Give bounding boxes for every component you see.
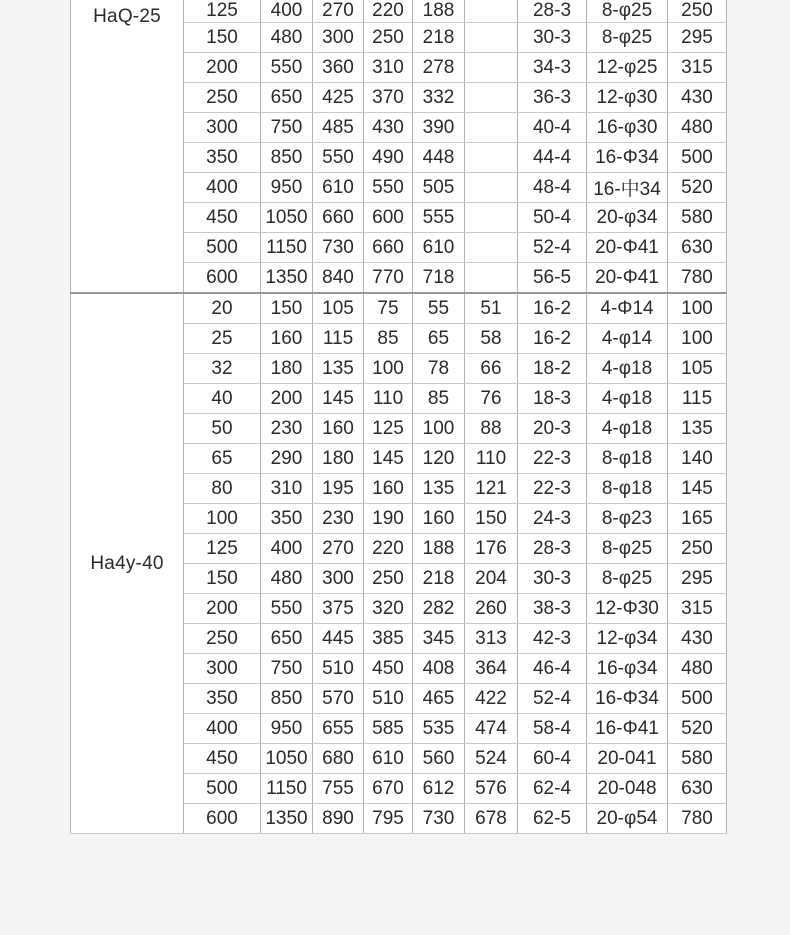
- table-cell: 510: [313, 654, 364, 684]
- table-cell: 375: [313, 594, 364, 624]
- table-cell: 332: [413, 83, 465, 113]
- table-cell: 36-3: [518, 83, 587, 113]
- table-cell: 755: [313, 774, 364, 804]
- table-cell: 38-3: [518, 594, 587, 624]
- table-cell: 30-3: [518, 564, 587, 594]
- table-cell: 730: [313, 233, 364, 263]
- table-cell: 25: [184, 324, 261, 354]
- table-cell: 8-φ25: [587, 564, 668, 594]
- table-cell: 218: [413, 564, 465, 594]
- table-cell: 42-3: [518, 624, 587, 654]
- table-cell: 44-4: [518, 143, 587, 173]
- table-cell: 450: [364, 654, 413, 684]
- table-row: [71, 0, 727, 23]
- table-cell: 570: [313, 684, 364, 714]
- table-cell: 105: [313, 293, 364, 324]
- table-cell: 200: [184, 594, 261, 624]
- table-cell: 58: [465, 324, 518, 354]
- table-cell: 16-中34: [587, 173, 668, 203]
- table-cell: 165: [668, 504, 727, 534]
- table-cell: 313: [465, 624, 518, 654]
- table-cell: 315: [668, 594, 727, 624]
- table-cell: 250: [364, 23, 413, 53]
- table-cell: 8-φ18: [587, 444, 668, 474]
- table-cell: 520: [668, 714, 727, 744]
- table-cell: 176: [465, 534, 518, 564]
- table-cell: 145: [313, 384, 364, 414]
- table-cell: 1050: [261, 744, 313, 774]
- table-cell: 22-3: [518, 444, 587, 474]
- table-cell: 360: [313, 53, 364, 83]
- table-cell: 22-3: [518, 474, 587, 504]
- table-cell: 56-5: [518, 263, 587, 294]
- table-cell: 145: [668, 474, 727, 504]
- table-cell: 670: [364, 774, 413, 804]
- table-cell: 300: [313, 23, 364, 53]
- table-cell: [465, 203, 518, 233]
- table-cell: 8-φ25: [587, 23, 668, 53]
- table-cell: 550: [261, 53, 313, 83]
- table-cell: 474: [465, 714, 518, 744]
- table-cell: 300: [184, 113, 261, 143]
- table-cell: 160: [261, 324, 313, 354]
- table-cell: 55: [413, 293, 465, 324]
- table-cell: 310: [364, 53, 413, 83]
- table-cell: 16-Φ34: [587, 143, 668, 173]
- table-cell: 50: [184, 414, 261, 444]
- table-cell: 400: [184, 173, 261, 203]
- table-cell: 160: [413, 504, 465, 534]
- table-cell: 310: [261, 474, 313, 504]
- table-cell: 576: [465, 774, 518, 804]
- table-cell: 345: [413, 624, 465, 654]
- table-cell: 16-φ34: [587, 654, 668, 684]
- table-cell: 485: [313, 113, 364, 143]
- table-cell: 250: [668, 0, 727, 23]
- table-cell: 188: [413, 534, 465, 564]
- table-cell: 50-4: [518, 203, 587, 233]
- table-cell: 62-5: [518, 804, 587, 834]
- table-cell: 250: [184, 83, 261, 113]
- table-cell: 195: [313, 474, 364, 504]
- table-cell: 445: [313, 624, 364, 654]
- table-cell: 125: [184, 534, 261, 564]
- table-cell: 400: [261, 534, 313, 564]
- table-cell: [465, 83, 518, 113]
- table-cell: 75: [364, 293, 413, 324]
- table-cell: 480: [261, 23, 313, 53]
- table-cell: 20-Φ41: [587, 233, 668, 263]
- table-cell: 950: [261, 714, 313, 744]
- table-cell: 16-φ30: [587, 113, 668, 143]
- table-cell: 1150: [261, 233, 313, 263]
- table-cell: 12-φ30: [587, 83, 668, 113]
- table-cell: 780: [668, 804, 727, 834]
- table-cell: 300: [313, 564, 364, 594]
- table-cell: 278: [413, 53, 465, 83]
- table-cell: 105: [668, 354, 727, 384]
- table-cell: 660: [364, 233, 413, 263]
- table-cell: 121: [465, 474, 518, 504]
- table-cell: 1350: [261, 263, 313, 294]
- table-cell: 750: [261, 654, 313, 684]
- table-cell: 270: [313, 534, 364, 564]
- table-cell: 580: [668, 744, 727, 774]
- table-cell: 680: [313, 744, 364, 774]
- table-cell: 160: [364, 474, 413, 504]
- table-cell: 4-Φ14: [587, 293, 668, 324]
- table-cell: 550: [313, 143, 364, 173]
- table-cell: 125: [184, 0, 261, 23]
- table-cell: 62-4: [518, 774, 587, 804]
- table-cell: 282: [413, 594, 465, 624]
- table-cell: 12-φ25: [587, 53, 668, 83]
- table-cell: 20-3: [518, 414, 587, 444]
- table-cell: 66: [465, 354, 518, 384]
- table-cell: 180: [313, 444, 364, 474]
- table-cell: 135: [313, 354, 364, 384]
- table-cell: [465, 113, 518, 143]
- table-cell: 20-041: [587, 744, 668, 774]
- table-cell: 135: [413, 474, 465, 504]
- table-cell: 1050: [261, 203, 313, 233]
- table-cell: 840: [313, 263, 364, 294]
- table-cell: 218: [413, 23, 465, 53]
- table-cell: 430: [364, 113, 413, 143]
- table-cell: 220: [364, 534, 413, 564]
- table-cell: 140: [668, 444, 727, 474]
- table-cell: 51: [465, 293, 518, 324]
- table-cell: 524: [465, 744, 518, 774]
- table-cell: 160: [313, 414, 364, 444]
- table-cell: 408: [413, 654, 465, 684]
- table-cell: 52-4: [518, 684, 587, 714]
- table-cell: 260: [465, 594, 518, 624]
- table-cell: 465: [413, 684, 465, 714]
- table-cell: 52-4: [518, 233, 587, 263]
- table-cell: 490: [364, 143, 413, 173]
- table-cell: 600: [184, 804, 261, 834]
- table-cell: 295: [668, 564, 727, 594]
- table-cell: 100: [668, 324, 727, 354]
- table-cell: 46-4: [518, 654, 587, 684]
- table-cell: [465, 0, 518, 23]
- table-cell: 150: [465, 504, 518, 534]
- table-cell: 16-Φ41: [587, 714, 668, 744]
- table-cell: 450: [184, 744, 261, 774]
- table-cell: 560: [413, 744, 465, 774]
- table-cell: 32: [184, 354, 261, 384]
- table-cell: 18-2: [518, 354, 587, 384]
- table-cell: 204: [465, 564, 518, 594]
- table-cell: 425: [313, 83, 364, 113]
- table-cell: 850: [261, 684, 313, 714]
- table-cell: 480: [668, 654, 727, 684]
- table-cell: 180: [261, 354, 313, 384]
- table-cell: 555: [413, 203, 465, 233]
- table-cell: 20-φ54: [587, 804, 668, 834]
- table-body: [71, 0, 727, 834]
- table-cell: 505: [413, 173, 465, 203]
- table-cell: 500: [668, 684, 727, 714]
- table-cell: 28-3: [518, 534, 587, 564]
- table-cell: 28-3: [518, 0, 587, 23]
- table-cell: 650: [261, 83, 313, 113]
- table-cell: 950: [261, 173, 313, 203]
- table-cell: 85: [364, 324, 413, 354]
- table-cell: 145: [364, 444, 413, 474]
- table-cell: 88: [465, 414, 518, 444]
- table-cell: 610: [364, 744, 413, 774]
- table-cell: 430: [668, 83, 727, 113]
- dimension-table: [70, 0, 727, 834]
- table-cell: 370: [364, 83, 413, 113]
- table-cell: 300: [184, 654, 261, 684]
- model-label: HaQ-25: [71, 0, 184, 293]
- table-cell: [465, 53, 518, 83]
- table-cell: 4-φ18: [587, 354, 668, 384]
- table-cell: 630: [668, 774, 727, 804]
- table-cell: 16-2: [518, 324, 587, 354]
- table-cell: 612: [413, 774, 465, 804]
- table-cell: 8-φ25: [587, 0, 668, 23]
- table-cell: 8-φ25: [587, 534, 668, 564]
- table-cell: 600: [364, 203, 413, 233]
- table-cell: 115: [668, 384, 727, 414]
- table-cell: 364: [465, 654, 518, 684]
- table-cell: 20-Φ41: [587, 263, 668, 294]
- table-cell: 780: [668, 263, 727, 294]
- table-cell: 18-3: [518, 384, 587, 414]
- table-cell: 270: [313, 0, 364, 23]
- table-cell: 4-φ18: [587, 384, 668, 414]
- table-cell: 550: [364, 173, 413, 203]
- table-cell: 650: [261, 624, 313, 654]
- table-cell: 188: [413, 0, 465, 23]
- table-row: [71, 293, 727, 324]
- table-cell: 730: [413, 804, 465, 834]
- table-cell: 230: [261, 414, 313, 444]
- table-cell: 135: [668, 414, 727, 444]
- table-cell: [465, 263, 518, 294]
- table-cell: 350: [261, 504, 313, 534]
- table-cell: 610: [313, 173, 364, 203]
- table-cell: 550: [261, 594, 313, 624]
- table-cell: 20-φ34: [587, 203, 668, 233]
- table-cell: 190: [364, 504, 413, 534]
- table-cell: 78: [413, 354, 465, 384]
- table-cell: 390: [413, 113, 465, 143]
- table-cell: 120: [413, 444, 465, 474]
- table-cell: 400: [184, 714, 261, 744]
- table-cell: 125: [364, 414, 413, 444]
- table-cell: 500: [184, 774, 261, 804]
- table-cell: [465, 173, 518, 203]
- table-cell: 520: [668, 173, 727, 203]
- table-cell: 8-φ18: [587, 474, 668, 504]
- table-cell: 200: [184, 53, 261, 83]
- table-cell: 85: [413, 384, 465, 414]
- table-cell: 630: [668, 233, 727, 263]
- table-cell: 4-φ18: [587, 414, 668, 444]
- table-cell: 16-Φ34: [587, 684, 668, 714]
- table-cell: 295: [668, 23, 727, 53]
- table-cell: 250: [364, 564, 413, 594]
- table-cell: 350: [184, 143, 261, 173]
- table-cell: 24-3: [518, 504, 587, 534]
- table-cell: [465, 23, 518, 53]
- table-cell: 718: [413, 263, 465, 294]
- table-cell: 678: [465, 804, 518, 834]
- table-cell: 500: [668, 143, 727, 173]
- table-cell: 65: [184, 444, 261, 474]
- table-cell: 1150: [261, 774, 313, 804]
- table-cell: 250: [184, 624, 261, 654]
- table-cell: 422: [465, 684, 518, 714]
- table-cell: 20-048: [587, 774, 668, 804]
- table-cell: 450: [184, 203, 261, 233]
- table-cell: 655: [313, 714, 364, 744]
- table-cell: 535: [413, 714, 465, 744]
- table-cell: 30-3: [518, 23, 587, 53]
- table-cell: 150: [184, 23, 261, 53]
- table-cell: 290: [261, 444, 313, 474]
- table-cell: 448: [413, 143, 465, 173]
- table-cell: 150: [184, 564, 261, 594]
- table-cell: 48-4: [518, 173, 587, 203]
- table-cell: 350: [184, 684, 261, 714]
- table-cell: 770: [364, 263, 413, 294]
- model-label: Ha4y-40: [71, 293, 184, 834]
- table-cell: 480: [261, 564, 313, 594]
- table-cell: 795: [364, 804, 413, 834]
- table-cell: 430: [668, 624, 727, 654]
- table-cell: 1350: [261, 804, 313, 834]
- table-cell: 315: [668, 53, 727, 83]
- table-cell: 80: [184, 474, 261, 504]
- table-cell: 100: [668, 293, 727, 324]
- table-cell: 16-2: [518, 293, 587, 324]
- table-cell: 510: [364, 684, 413, 714]
- table-cell: 890: [313, 804, 364, 834]
- table-cell: 385: [364, 624, 413, 654]
- table-cell: 750: [261, 113, 313, 143]
- table-cell: 8-φ23: [587, 504, 668, 534]
- table-cell: 500: [184, 233, 261, 263]
- table-cell: 76: [465, 384, 518, 414]
- table-cell: 100: [184, 504, 261, 534]
- table-cell: 400: [261, 0, 313, 23]
- table-cell: [465, 233, 518, 263]
- table-cell: 230: [313, 504, 364, 534]
- table-cell: 4-φ14: [587, 324, 668, 354]
- table-cell: 60-4: [518, 744, 587, 774]
- table-cell: 40-4: [518, 113, 587, 143]
- table-cell: 40: [184, 384, 261, 414]
- table-cell: 12-Φ30: [587, 594, 668, 624]
- table-cell: 480: [668, 113, 727, 143]
- table-cell: 110: [465, 444, 518, 474]
- table-cell: 200: [261, 384, 313, 414]
- table-cell: [465, 143, 518, 173]
- table-cell: 660: [313, 203, 364, 233]
- table-cell: 58-4: [518, 714, 587, 744]
- table-cell: 585: [364, 714, 413, 744]
- table-cell: 110: [364, 384, 413, 414]
- table-cell: 65: [413, 324, 465, 354]
- table-cell: 580: [668, 203, 727, 233]
- table-cell: 850: [261, 143, 313, 173]
- table-cell: 34-3: [518, 53, 587, 83]
- table-cell: 600: [184, 263, 261, 294]
- table-cell: 20: [184, 293, 261, 324]
- table-cell: 220: [364, 0, 413, 23]
- table-cell: 12-φ34: [587, 624, 668, 654]
- table-cell: 115: [313, 324, 364, 354]
- table-cell: 250: [668, 534, 727, 564]
- table-cell: 100: [413, 414, 465, 444]
- table-cell: 150: [261, 293, 313, 324]
- table-cell: 320: [364, 594, 413, 624]
- table-cell: 100: [364, 354, 413, 384]
- table-cell: 610: [413, 233, 465, 263]
